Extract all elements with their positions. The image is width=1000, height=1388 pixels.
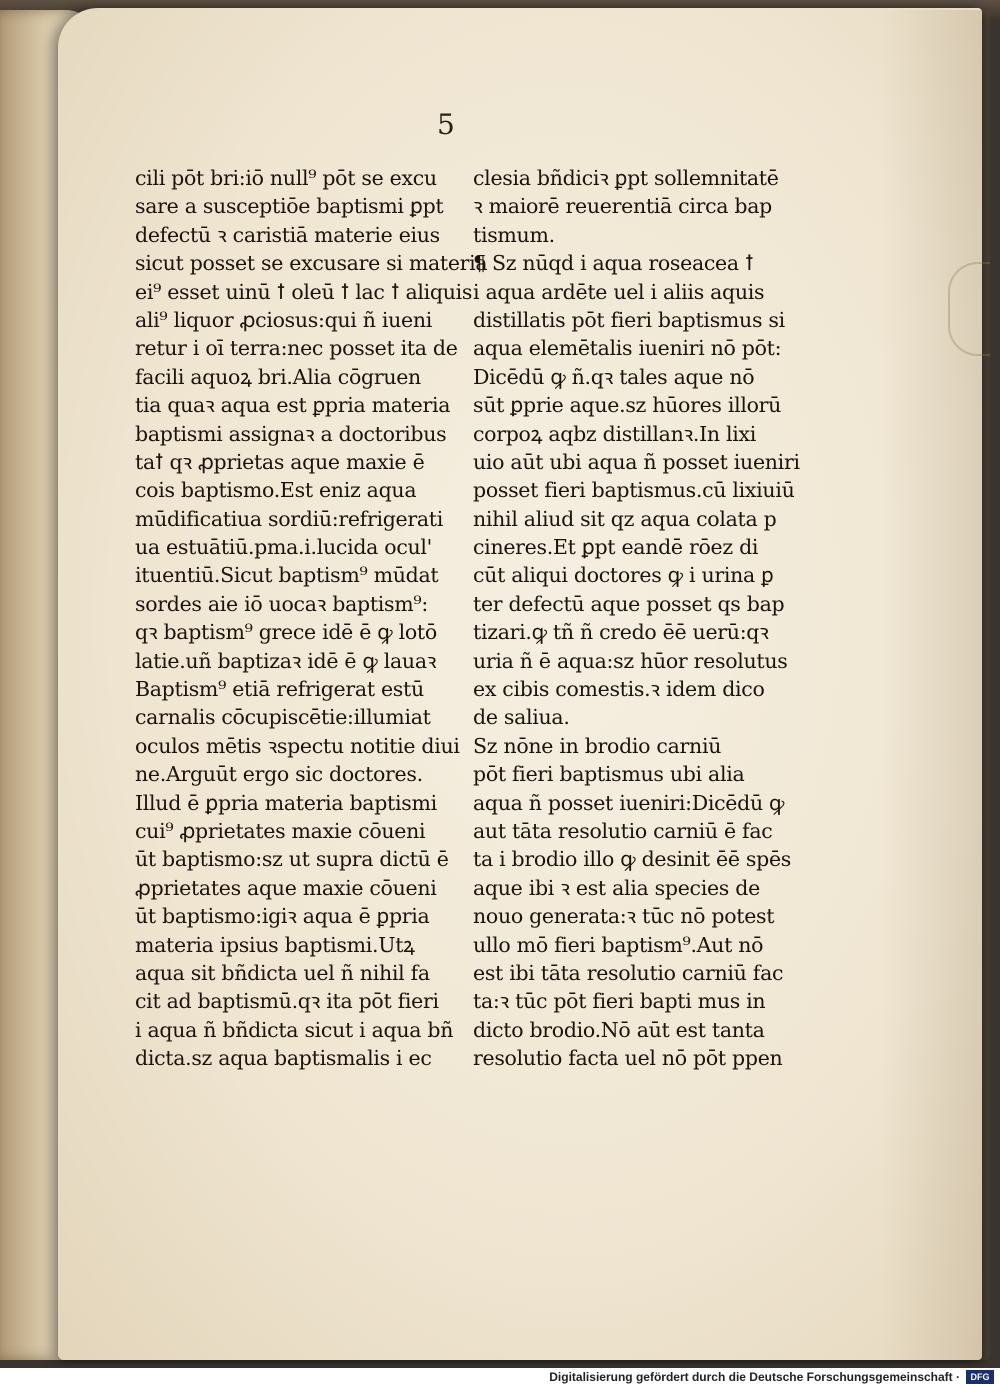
text-line: cit ad baptismū.qꝛ ita pōt fieri [135, 989, 439, 1014]
text-line: ta:ꝛ tūc pōt fieri bapti mus in [473, 989, 766, 1014]
text-line: ullo mō fieri baptism⁹.Aut nō [473, 932, 764, 957]
text-line: ¶ Sz nūqd i aqua roseacea ꝉ [473, 251, 754, 276]
text-line: ꝛ maiorē reuerentiā circa bap [473, 194, 772, 219]
text-line: cūt aliqui doctores ꝙ i urina ꝑ [473, 563, 774, 588]
text-line: distillatis pōt fieri baptismus si [473, 307, 785, 332]
text-line: sūt ꝑprie aque.sz hūores illorū [473, 393, 782, 418]
page-tab-notch [948, 262, 990, 356]
text-line: ex cibis comestis.ꝛ idem dico [473, 677, 765, 702]
text-line: aque ibi ꝛ est alia species de [473, 875, 760, 900]
text-line: ei⁹ esset uinū ꝉ oleū ꝉ lac ꝉ aliquis [135, 279, 473, 304]
text-line: Illud ē ꝑpria materia baptismi [135, 790, 437, 815]
text-line: pōt fieri baptismus ubi alia [473, 762, 745, 787]
text-line: sicut posset se excusare si materia [135, 251, 488, 276]
text-line: defectū ꝛ caristiā materie eius [135, 222, 440, 247]
text-line: aqua sit bñdicta uel ñ nihil fa [135, 960, 430, 985]
text-line: mūdificatiua sordiū:refrigerati [135, 506, 443, 531]
text-line: carnalis cōcupiscētie:illumiat [135, 705, 431, 730]
text-line: tizari.ꝙ tñ ñ credo ēē uerū:qꝛ [473, 620, 769, 645]
text-line: ter defectū aque posset qs bap [473, 591, 785, 616]
text-line: nihil aliud sit qz aqua colata p [473, 506, 777, 531]
dfg-logo: DFG [966, 1370, 994, 1384]
text-line: ūt baptismo:sz ut supra dictū ē [135, 847, 449, 872]
text-line: nouo generata:ꝛ tūc nō potest [473, 904, 775, 929]
footer-bar [0, 1368, 1000, 1388]
text-line: clesia bñdiciꝛ ꝑpt sollemnitatē [473, 166, 779, 190]
text-line: ta i brodio illo ꝙ desinit ēē spēs [473, 847, 792, 872]
text-line: Baptism⁹ etiā refrigerat estū [135, 677, 424, 702]
text-line: corpoꝝ aqbz distillanꝛ.In lixi [473, 421, 757, 446]
text-line: sare a susceptiōe baptismi ꝑpt [135, 194, 444, 219]
text-line: est ibi tāta resolutio carniū fac [473, 960, 784, 985]
text-line: posset fieri baptismus.cū lixiuiū [473, 478, 795, 503]
text-line: uria ñ ē aqua:sz hūor resolutus [473, 648, 788, 673]
funding-credit: Digitalisierung gefördert durch die Deutsche Forschungsgemeinschaft · [549, 1370, 960, 1384]
text-line: materia ipsius baptismi.Utꝝ [135, 932, 415, 957]
text-line: ne.Arguūt ergo sic doctores. [135, 762, 423, 787]
text-line: cois baptismo.Est eniz aqua [135, 478, 417, 503]
text-line: Sz nōne in brodio carniū [473, 733, 722, 758]
text-line: cili pōt bri:iō null⁹ pōt se excu [135, 166, 437, 190]
text-line: ituentiū.Sicut baptism⁹ mūdat [135, 563, 439, 588]
text-line: ꝓprietates aque maxie cōueni [135, 875, 437, 900]
text-line: qꝛ baptism⁹ grece idē ē ꝙ lotō [135, 620, 437, 645]
text-line: aut tāta resolutio carniū ē fac [473, 818, 773, 843]
text-line: resolutio facta uel nō pōt ppen [473, 1046, 783, 1071]
text-line: tia quaꝛ aqua est ꝑpria materia [135, 393, 451, 418]
text-line: Dicēdū ꝙ ñ.qꝛ tales aque nō [473, 364, 755, 389]
text-column-left [135, 164, 488, 1073]
text-line: latie.uñ baptizaꝛ idē ē ꝙ lauaꝛ [135, 648, 437, 673]
text-line: dicta.sz aqua baptismalis i ec [135, 1046, 432, 1071]
text-line: dicto brodio.Nō aūt est tanta [473, 1017, 765, 1042]
text-line: de saliua. [473, 705, 570, 730]
text-line: aqua ñ posset iueniri:Dicēdū ꝙ [473, 790, 785, 815]
text-column-right [473, 164, 800, 1073]
text-line: facili aquoꝝ bri.Alia cōgruen [135, 364, 421, 389]
text-line: cui⁹ ꝓprietates maxie cōueni [135, 818, 426, 843]
text-line: retur i oī terra:nec posset ita de [135, 336, 458, 361]
text-line: baptismi assignaꝛ a doctoribus [135, 421, 447, 446]
text-line: aqua elemētalis iueniri nō pōt: [473, 336, 782, 361]
text-line: i aqua ñ bñdicta sicut i aqua bñ [135, 1017, 454, 1042]
text-line: i aqua ardēte uel i aliis aquis [473, 279, 765, 304]
page-number: 5 [437, 108, 455, 141]
text-line: ali⁹ liquor ꝓciosus:qui ñ iueni [135, 307, 433, 332]
text-line: cineres.Et ꝑpt eandē rōez di [473, 535, 759, 560]
text-line: taꝉ qꝛ ꝓprietas aque maxie ē [135, 449, 425, 474]
text-line: tismum. [473, 222, 555, 247]
text-line: ua estuātiū.pma.i.lucida ocul' [135, 535, 433, 560]
text-line: oculos mētis ꝛspectu notitie diui [135, 733, 460, 758]
text-line: uio aūt ubi aqua ñ posset iueniri [473, 449, 800, 474]
text-line: ūt baptismo:igiꝛ aqua ē ꝑpria [135, 904, 430, 929]
text-line: sordes aie iō uocaꝛ baptism⁹: [135, 591, 428, 616]
